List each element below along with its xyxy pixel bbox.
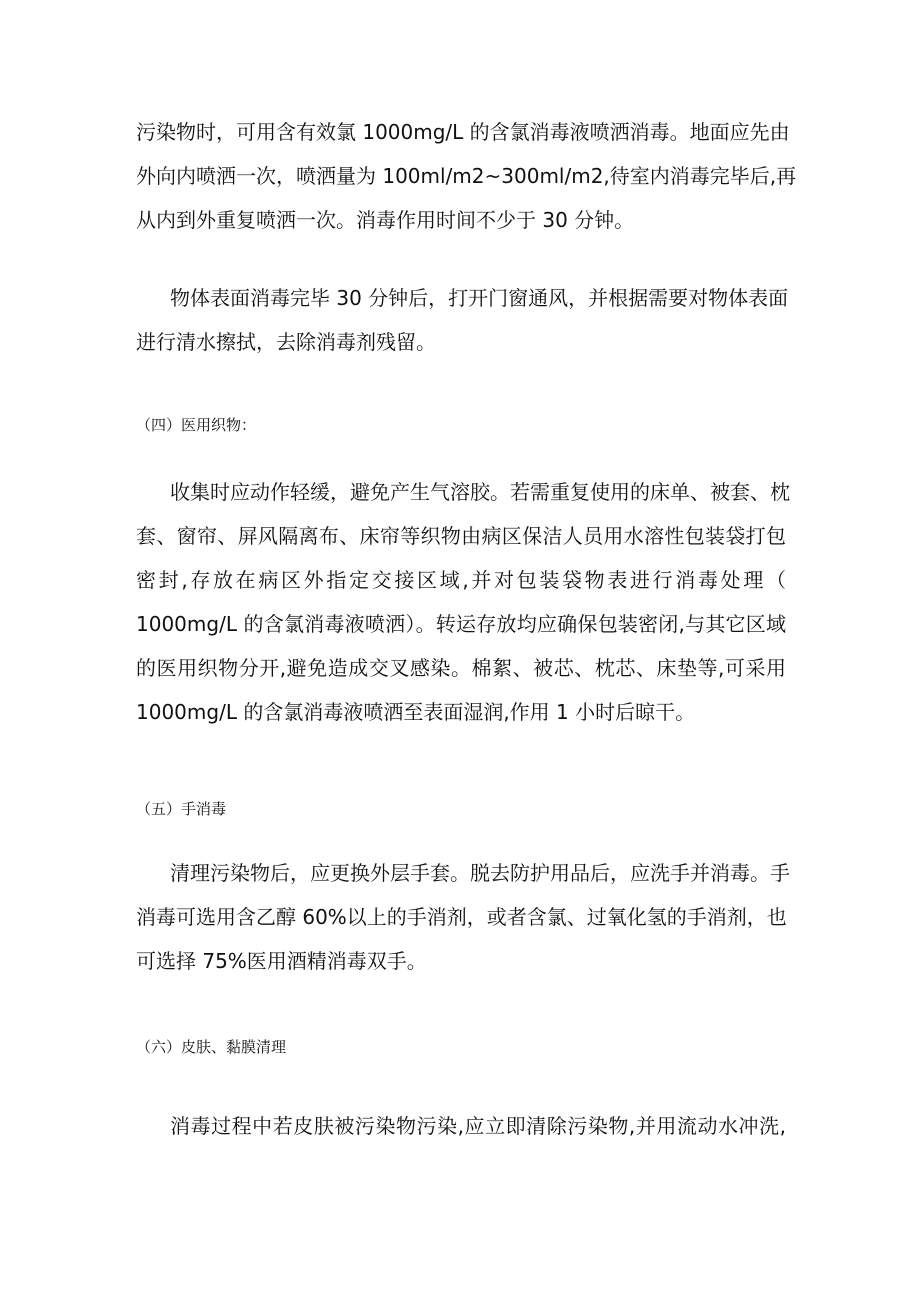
text-line: 物体表面消毒完毕 30 分钟后，打开门窗通风，并根据需要对物体表面 xyxy=(170,286,789,310)
text-line: 套、窗帘、屏风隔离布、床帘等织物由病区保洁人员用水溶性包装袋打包 xyxy=(136,524,786,548)
paragraph-textiles xyxy=(170,470,790,514)
paragraph-surface-ventilation xyxy=(170,276,789,320)
paragraph-skin-cleaning xyxy=(170,1104,786,1148)
section-heading-hand-disinfection: （五）手消毒 xyxy=(136,800,227,818)
text-line: 1000mg/L 的含氯消毒液喷洒）。转运存放均应确保包装密闭,与其它区域 xyxy=(136,612,786,636)
paragraph-floor-disinfection xyxy=(136,110,797,242)
text-line: 消毒可选用含乙醇 60%以上的手消剂，或者含氯、过氧化氢的手消剂，也 xyxy=(136,905,787,929)
paragraph-hand-disinfection-cont xyxy=(136,895,786,983)
text-line: 进行清水擦拭，去除消毒剂残留。 xyxy=(136,330,436,354)
text-line: 消毒过程中若皮肤被污染物污染,应立即清除污染物,并用流动水冲洗, xyxy=(170,1114,786,1138)
paragraph-surface-ventilation-cont xyxy=(136,320,786,364)
text-line: 1000mg/L 的含氯消毒液喷洒至表面湿润,作用 1 小时后晾干。 xyxy=(136,700,696,724)
section-heading-skin-mucosa: （六）皮肤、黏膜清理 xyxy=(136,1038,287,1056)
text-line: 从内到外重复喷洒一次。消毒作用时间不少于 30 分钟。 xyxy=(136,208,635,232)
paragraph-textiles-cont xyxy=(136,514,786,734)
text-line: 外向内喷洒一次，喷洒量为 100ml/m2~300ml/m2,待室内消毒完毕后,再 xyxy=(136,164,797,188)
text-line: 密封,存放在病区外指定交接区域,并对包装袋物表进行消毒处理（ xyxy=(136,568,786,592)
text-line: 收集时应动作轻缓，避免产生气溶胶。若需重复使用的床单、被套、枕 xyxy=(170,480,790,504)
text-line: 可选择 75%医用酒精消毒双手。 xyxy=(136,949,427,973)
paragraph-hand-disinfection xyxy=(170,851,790,895)
text-line: 清理污染物后，应更换外层手套。脱去防护用品后，应洗手并消毒。手 xyxy=(170,861,790,885)
section-heading-medical-textiles: （四）医用织物： xyxy=(136,416,257,434)
text-line: 污染物时，可用含有效氯 1000mg/L 的含氯消毒液喷洒消毒。地面应先由 xyxy=(136,120,790,144)
text-line: 的医用织物分开,避免造成交叉感染。棉絮、被芯、枕芯、床垫等,可采用 xyxy=(136,656,786,680)
